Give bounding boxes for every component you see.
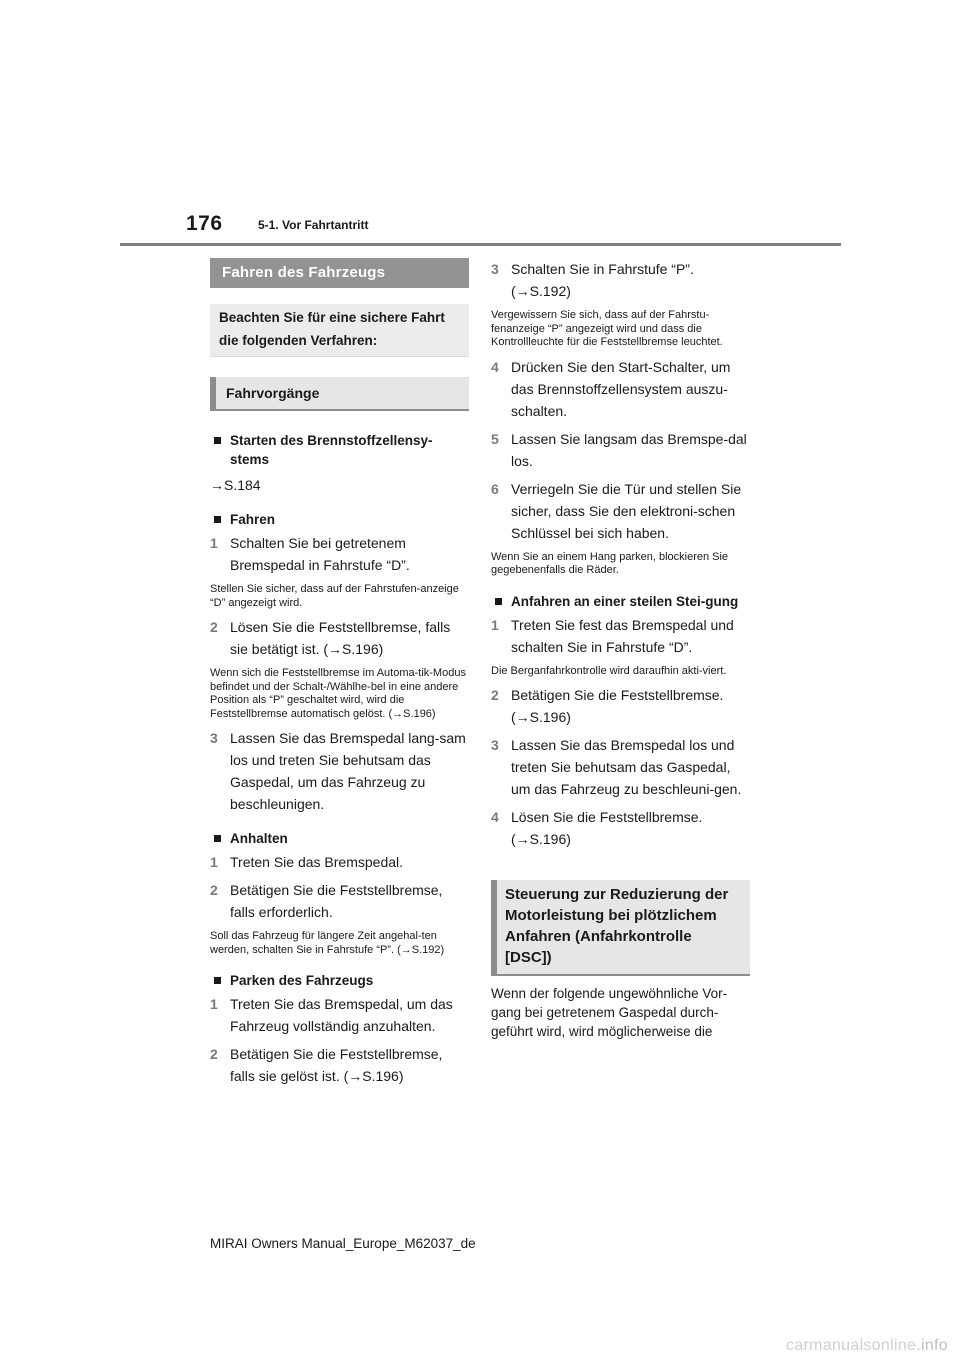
step-item [210,616,469,660]
watermark: carmanualsonline.info [786,1337,948,1354]
footer-manual-id: MIRAI Owners Manual_Europe_M62037_de [210,1236,476,1251]
step-number: 3 [491,737,499,753]
square-bullet-icon [214,977,221,984]
topic-heading-anfahren: Anfahren an einer steilen Stei-gung [491,592,750,611]
step-text: Drücken Sie den Start-Schalter, um das Brennstoffzellensystem auszu-schalten. [511,358,731,419]
step-item [210,879,469,923]
subsection-heading: Fahrvorgänge [210,377,469,411]
left-column [210,258,469,1087]
step-item [491,356,750,422]
step-number: 3 [210,730,218,746]
step-item [491,684,750,728]
step-number: 2 [210,882,218,898]
topic-heading-anhalten: Anhalten [210,829,469,848]
topic-heading-starten: Starten des Brennstoffzellensy-stems [210,431,469,469]
step-number: 5 [491,430,499,447]
step-text: Betätigen Sie die Feststellbremse, falls erforderlich. [230,882,443,920]
step-item [491,806,750,850]
step-text: Lassen Sie das Bremspedal los und treten Sie behutsam das Gaspedal, um das Fahrzeug zu beschleuni-gen. [511,737,742,797]
section-label: 5-1. Vor Fahrtantritt [258,218,369,232]
square-bullet-icon [495,598,502,605]
note-text: Wenn sich die Feststellbremse im Automa-tik-Modus befindet und der Schalt-/Wählhe-bel in eine andere Position als “P” geschaltet wird, wird die Feststellbremse automatisch gelöst. (→S.196) [210,667,466,720]
page-number: 176 [186,212,223,235]
step-number: 4 [491,809,499,825]
step-text: Treten Sie fest das Bremspedal und schalten Sie in Fahrstufe “D”. [511,616,734,655]
step-item [491,478,750,544]
step-item [491,428,750,472]
main-section-heading: Fahren des Fahrzeugs [210,258,469,288]
note-text: Soll das Fahrzeug für längere Zeit angehal-ten werden, schalten Sie in Fahrstufe “P”. (→S.192) [210,930,445,956]
step-text: Betätigen Sie die Feststellbremse. (→S.196) [511,687,724,725]
step-number: 3 [491,261,499,277]
safety-note-box: Beachten Sie für eine sichere Fahrt die folgenden Verfahren: [210,304,469,357]
step-item [210,1043,469,1087]
square-bullet-icon [214,516,221,523]
step-text: Schalten Sie in Fahrstufe “P”. (→S.192) [511,261,694,299]
step-item [491,614,750,658]
step-number: 2 [491,687,499,703]
step-number: 6 [491,480,499,497]
step-item [491,258,750,302]
header-rule [120,243,841,246]
square-bullet-icon [214,437,221,444]
step-item [491,734,750,800]
step-item [210,727,469,815]
step-text: Verriegeln Sie die Tür und stellen Sie sicher, dass Sie den elektroni-schen Schlüssel bei sich haben. [511,480,742,541]
step-text: Betätigen Sie die Feststellbremse, falls sie gelöst ist. (→S.196) [230,1046,443,1084]
step-item [210,851,469,873]
square-bullet-icon [214,835,221,842]
step-number: 1 [210,854,218,870]
step-text: Lassen Sie das Bremspedal lang-sam los und treten Sie behutsam das Gaspedal, um das Fahrzeug zu beschleunigen. [230,730,466,812]
step-number: 4 [491,358,499,375]
dsc-intro-text: Wenn der folgende ungewöhnliche Vor-gang bei getretenem Gaspedal durch-geführt wird, wird möglicherweise die [491,986,728,1039]
step-item [210,532,469,576]
step-text: Lassen Sie langsam das Bremspe-dal los. [511,430,747,469]
step-number: 1 [210,535,218,551]
step-text: Treten Sie das Bremspedal. [230,854,404,870]
page-reference: →S.184 [210,477,261,493]
step-item [210,993,469,1037]
step-text: Lösen Sie die Feststellbremse, falls sie betätigt ist. (→S.196) [230,619,451,657]
topic-heading-parken: Parken des Fahrzeugs [210,971,469,990]
step-number: 2 [210,1046,218,1062]
topic-heading-fahren: Fahren [210,510,469,529]
step-text: Schalten Sie bei getretenem Bremspedal in Fahrstufe “D”. [230,535,410,573]
note-text: Stellen Sie sicher, dass auf der Fahrstufen-anzeige “D” angezeigt wird. [210,583,459,609]
step-number: 1 [491,616,499,633]
step-text: Lösen Sie die Feststellbremse. (→S.196) [511,809,703,847]
step-number: 2 [210,619,218,635]
dsc-section-heading: Steuerung zur Reduzierung der Motorleistung bei plötzlichem Anfahren (Anfahrkontrolle [DSC]) [491,880,750,976]
right-column [491,258,750,1041]
note-text: Wenn Sie an einem Hang parken, blockieren Sie gegebenenfalls die Räder. [491,550,729,576]
step-number: 1 [210,996,218,1012]
step-text: Treten Sie das Bremspedal, um das Fahrzeug vollständig anzuhalten. [230,996,453,1034]
note-text: Vergewissern Sie sich, dass auf der Fahrstu-fenanzeige “P” angezeigt wird und dass die Kontrollleuchte für die Feststellbremse leuchtet. [491,309,723,348]
note-text: Die Berganfahrkontrolle wird daraufhin akti-viert. [491,664,727,677]
